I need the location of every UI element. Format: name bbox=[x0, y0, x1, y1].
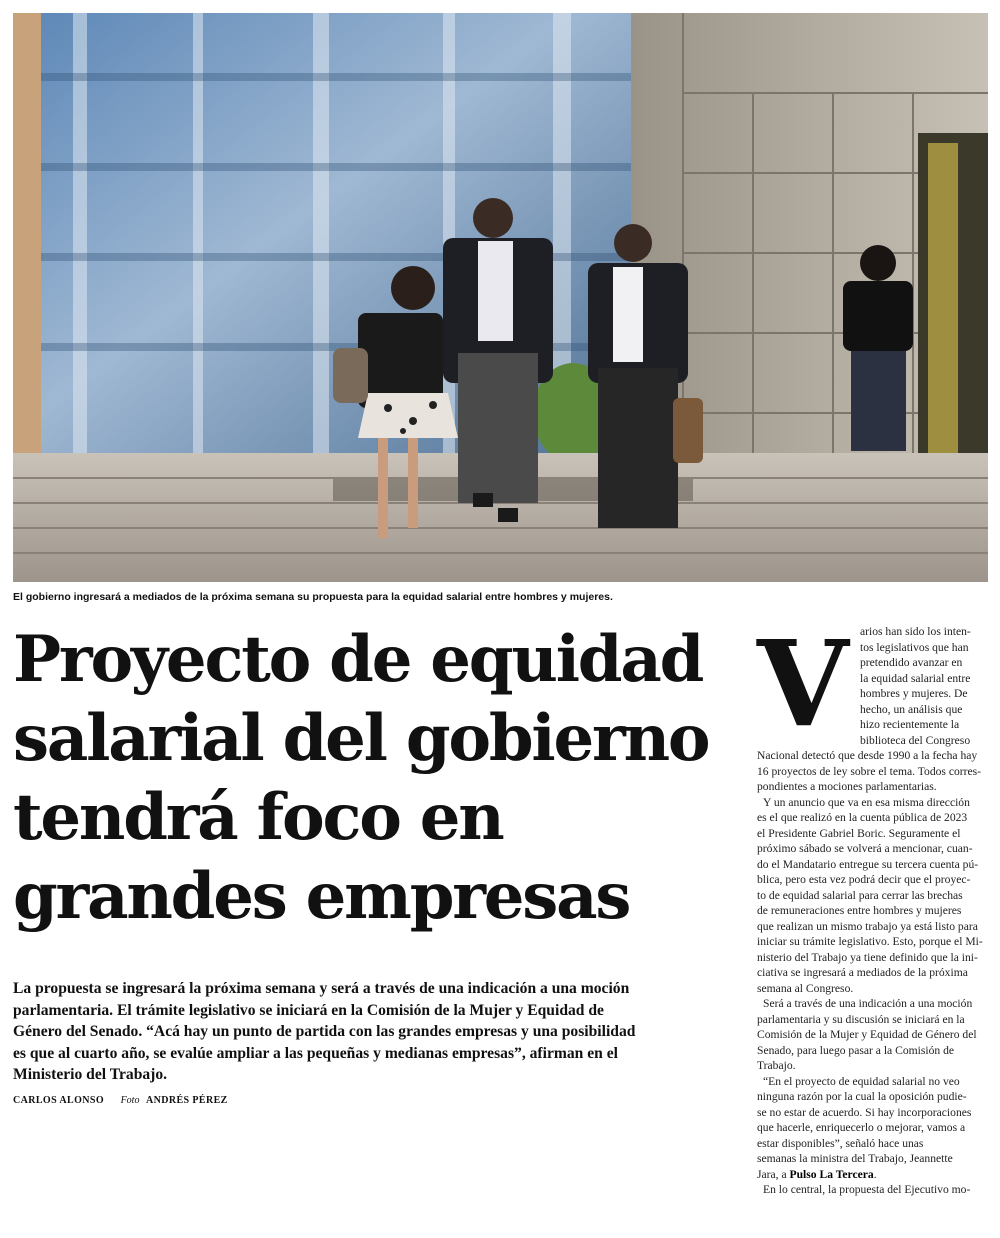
photo-people-descending-stairs bbox=[13, 13, 988, 582]
drop-cap: V bbox=[757, 614, 845, 753]
body-line: semanas la ministra del Trabajo, Jeannette bbox=[757, 1152, 953, 1165]
lead-line: parlamentaria. El trámite legislativo se iniciará en la Comisión de la Mujer y Equidad de bbox=[13, 1001, 604, 1019]
lead-paragraph bbox=[13, 978, 723, 1086]
body-line: do el Mandatario entregue su tercera cuenta pú- bbox=[757, 857, 979, 871]
body-line: Comisión de la Mujer y Equidad de Género del bbox=[757, 1028, 977, 1041]
body-line-text: Jara, a bbox=[757, 1167, 790, 1181]
headline-line: tendrá foco en bbox=[13, 780, 503, 855]
body-line: biblioteca del Congreso bbox=[860, 733, 971, 747]
body-line: ciativa se ingresará a mediados de la próxima bbox=[757, 966, 968, 979]
byline bbox=[13, 1095, 228, 1106]
body-line: “En el proyecto de equidad salarial no veo bbox=[763, 1074, 960, 1088]
body-line: hizo recientemente la bbox=[860, 718, 960, 731]
body-line: se no estar de acuerdo. Si hay incorporaciones bbox=[757, 1105, 972, 1119]
body-line: el Presidente Gabriel Boric. Seguramente el bbox=[757, 826, 961, 840]
body-line: de remuneraciones entre hombres y mujeres bbox=[757, 904, 962, 917]
body-line: semana al Congreso. bbox=[757, 981, 854, 995]
lead-line: Género del Senado. “Acá hay un punto de partida con las grandes empresas y una posibilidad bbox=[13, 1023, 636, 1040]
headline-line: salarial del gobierno bbox=[13, 701, 709, 776]
body-line: la equidad salarial entre bbox=[860, 671, 971, 685]
body-line: Será a través de una indicación a una moción bbox=[763, 997, 973, 1010]
body-line: pretendido avanzar en bbox=[860, 656, 963, 669]
headline bbox=[13, 620, 738, 936]
body-line: tos legislativos que han bbox=[860, 640, 969, 654]
body-line: hecho, un análisis que bbox=[860, 702, 963, 716]
body-line: arios han sido los inten- bbox=[860, 625, 971, 638]
body-line: parlamentaria y su discusión se iniciará en la bbox=[757, 1012, 965, 1026]
body-line: próximo sábado se volverá a mencionar, cuan- bbox=[757, 842, 973, 855]
lead-line: Ministerio del Trabajo. bbox=[13, 1066, 168, 1083]
article-photo bbox=[13, 13, 988, 582]
body-line: que realizan un mismo trabajo ya está listo para bbox=[757, 919, 978, 933]
body-line: Senado, para luego pasar a la Comisión de bbox=[757, 1043, 955, 1057]
body-line: 16 proyectos de ley sobre el tema. Todos corres- bbox=[757, 764, 982, 778]
body-line bbox=[757, 1167, 989, 1183]
headline-line: Proyecto de equidad bbox=[13, 622, 703, 697]
body-line: nisterio del Trabajo ya tiene definido que la ini- bbox=[757, 950, 978, 964]
photographer-name: ANDRÉS PÉREZ bbox=[145, 1095, 228, 1106]
body-text-column bbox=[757, 614, 989, 1198]
body-line: Nacional detectó que desde 1990 a la fecha hay bbox=[757, 749, 978, 762]
lead-line: La propuesta se ingresará la próxima semana y será a través de una indicación a una moción bbox=[13, 980, 630, 997]
photo-credit-label: Foto bbox=[120, 1095, 140, 1106]
body-line: estar disponibles”, señaló hace unas bbox=[757, 1136, 924, 1150]
body-line: blica, pero esta vez podrá decir que el proyec- bbox=[757, 873, 971, 886]
body-line: Trabajo. bbox=[757, 1059, 796, 1072]
body-line: es el que realizó en la cuenta pública de 2023 bbox=[757, 811, 968, 824]
body-line: pondientes a mociones parlamentarias. bbox=[757, 780, 937, 793]
body-line: En lo central, la propuesta del Ejecutivo mo- bbox=[763, 1183, 971, 1196]
body-line: iniciar su trámite legislativo. Esto, porque el Mi- bbox=[757, 935, 983, 948]
author-name: CARLOS ALONSO bbox=[13, 1095, 105, 1106]
body-line: ninguna razón por la cual la oposición pudie- bbox=[757, 1090, 967, 1103]
photo-caption: El gobierno ingresará a mediados de la próxima semana su propuesta para la equidad salarial entre hombres y mujeres. bbox=[13, 591, 613, 603]
body-line: hombres y mujeres. De bbox=[860, 687, 968, 700]
body-line: Y un anuncio que va en esa misma dirección bbox=[763, 795, 970, 809]
body-line: que hacerle, enriquecerlo o mejorar, vamos a bbox=[757, 1121, 966, 1134]
source-publication: Pulso La Tercera bbox=[789, 1167, 874, 1181]
body-line: to de equidad salarial para cerrar las brechas bbox=[757, 888, 963, 902]
headline-line: grandes empresas bbox=[13, 859, 630, 934]
body-line-punct: . bbox=[873, 1167, 877, 1181]
lead-line: es que al cuarto año, se evalúe ampliar a las pequeñas y medianas empresas”, afirman en el bbox=[13, 1044, 618, 1062]
